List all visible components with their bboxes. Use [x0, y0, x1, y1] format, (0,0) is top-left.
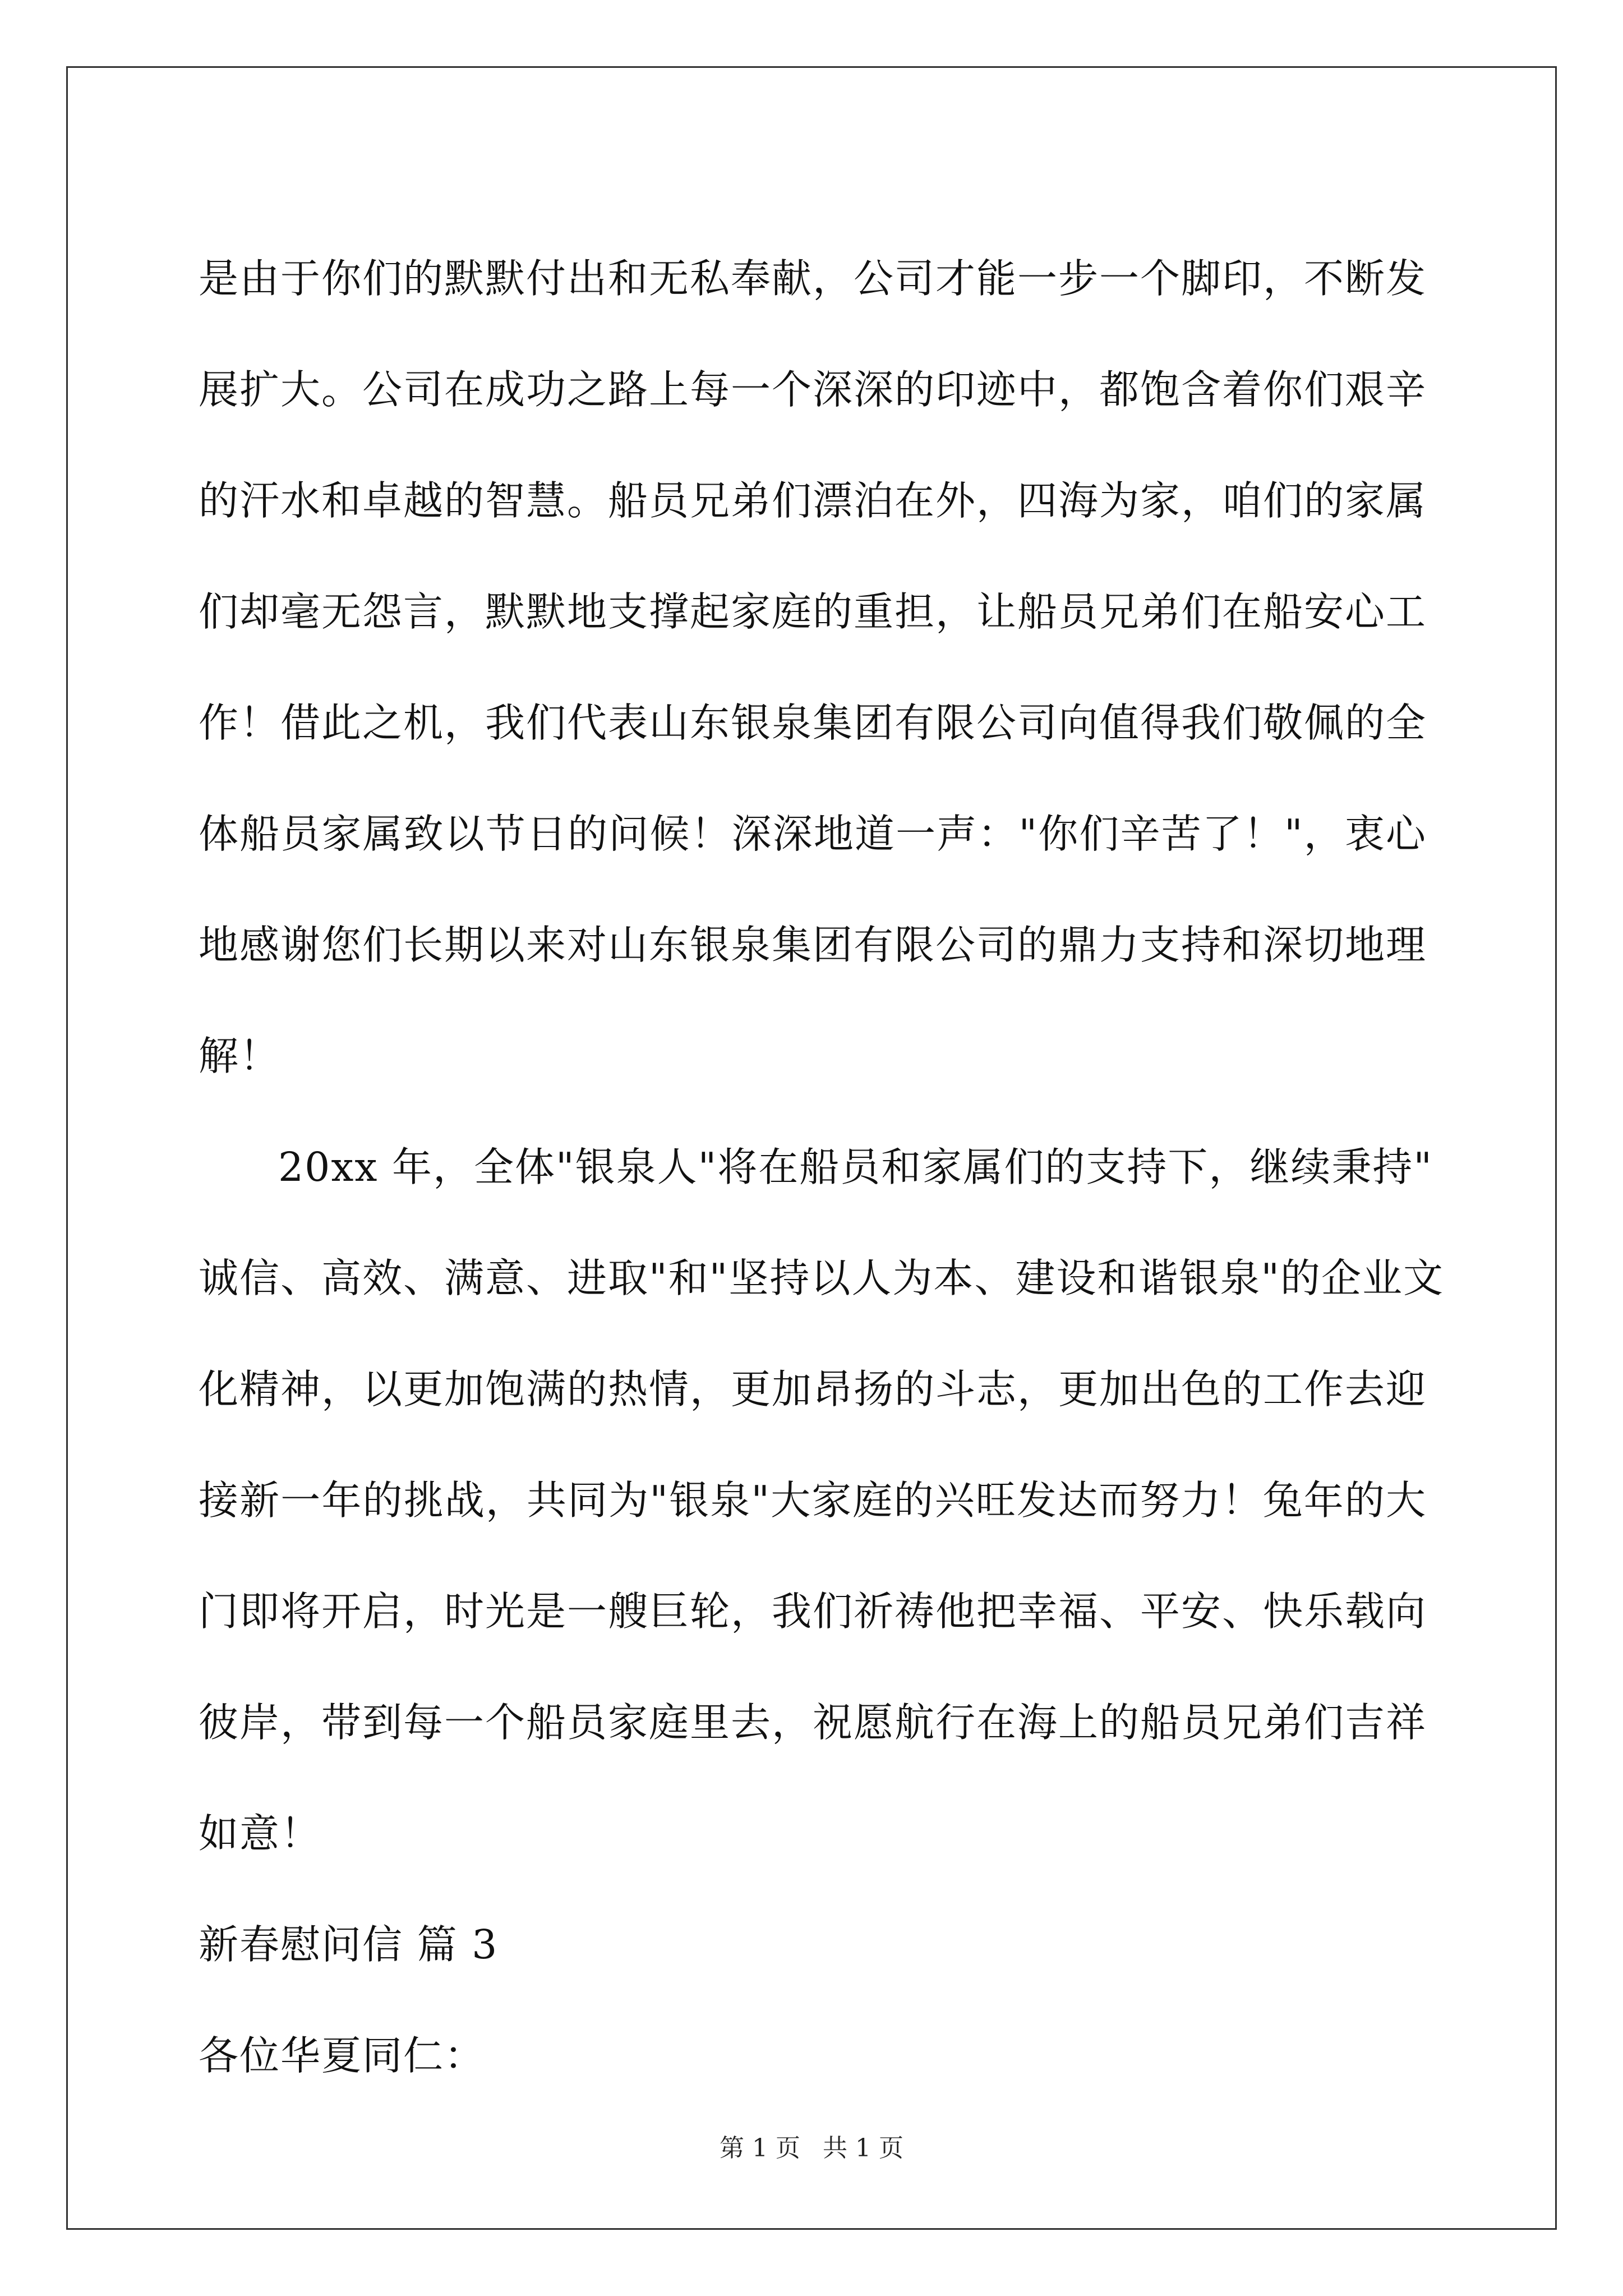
paragraph-line: 20xx 年，全体"银泉人"将在船员和家属们的支持下，继续秉持"	[278, 1144, 1433, 1190]
paragraph-line: 们却毫无怨言，默默地支撑起家庭的重担，让船员兄弟们在船安心工	[199, 588, 1427, 635]
paragraph-line: 解！	[199, 1033, 281, 1079]
section-heading: 新春慰问信 篇 3	[199, 1921, 499, 1968]
document-body	[199, 223, 1444, 2111]
paragraph-line: 是由于你们的默默付出和无私奉献，公司才能一步一个脚印，不断发	[199, 255, 1427, 302]
paragraph-line: 的汗水和卓越的智慧。船员兄弟们漂泊在外，四海为家，咱们的家属	[199, 477, 1427, 524]
page-total: 共 1 页	[823, 2134, 903, 2162]
page-footer	[0, 2132, 1623, 2165]
paragraph-line: 地感谢您们长期以来对山东银泉集团有限公司的鼎力支持和深切地理	[199, 922, 1427, 968]
page-number: 第 1 页	[720, 2134, 800, 2162]
salutation: 各位华夏同仁：	[199, 2032, 486, 2079]
paragraph-line: 接新一年的挑战，共同为"银泉"大家庭的兴旺发达而努力！兔年的大	[199, 1477, 1427, 1524]
paragraph-line: 化精神，以更加饱满的热情，更加昂扬的斗志，更加出色的工作去迎	[199, 1366, 1427, 1412]
paragraph-line: 诚信、高效、满意、进取"和"坚持以人为本、建设和谐银泉"的企业文	[199, 1255, 1444, 1301]
paragraph-line: 如意！	[199, 1810, 322, 1857]
paragraph-line: 彼岸，带到每一个船员家庭里去，祝愿航行在海上的船员兄弟们吉祥	[199, 1699, 1427, 1746]
paragraph-line: 展扩大。公司在成功之路上每一个深深的印迹中，都饱含着你们艰辛	[199, 366, 1427, 413]
paragraph-line: 作！借此之机，我们代表山东银泉集团有限公司向值得我们敬佩的全	[199, 700, 1427, 746]
paragraph-line: 门即将开启，时光是一艘巨轮，我们祈祷他把幸福、平安、快乐载向	[199, 1588, 1427, 1635]
paragraph-line: 体船员家属致以节日的问候！深深地道一声："你们辛苦了！"，衷心	[199, 811, 1427, 857]
